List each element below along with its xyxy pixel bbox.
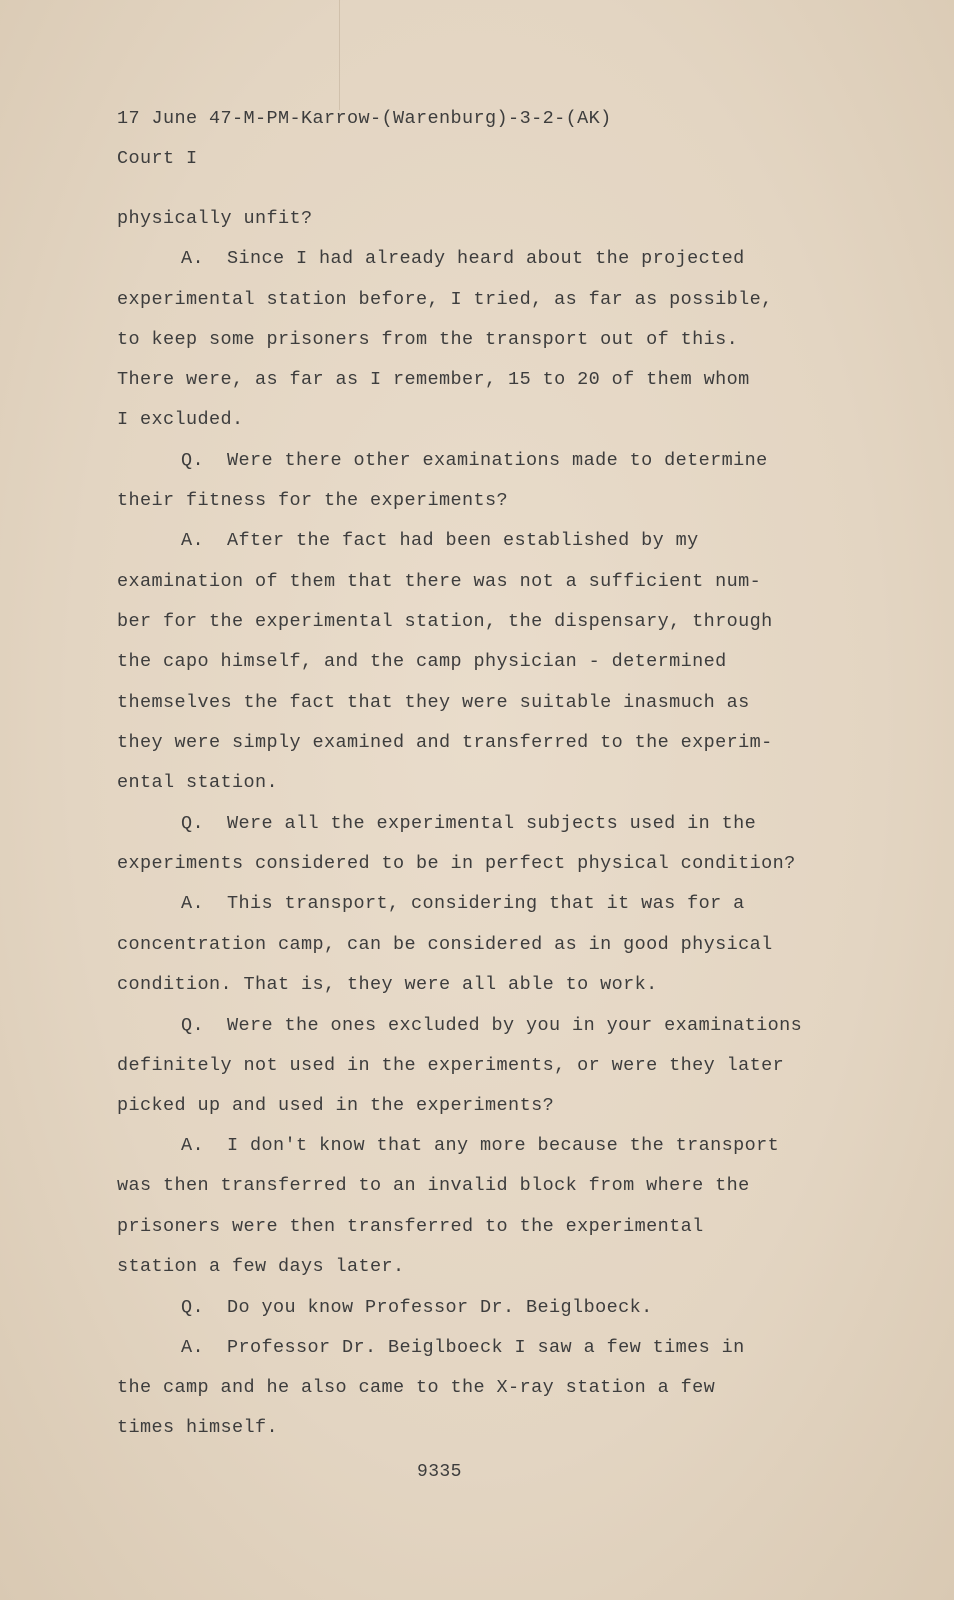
body-line: A. This transport, considering that it was for a — [181, 893, 745, 914]
body-line: physically unfit? — [117, 208, 313, 229]
body-line: There were, as far as I remember, 15 to 20 of them whom — [117, 369, 750, 390]
body-line: Q. Were all the experimental subjects used in the — [181, 813, 757, 834]
body-line: the capo himself, and the camp physician - determined — [117, 651, 727, 672]
body-line: A. After the fact had been established by my — [181, 530, 699, 551]
body-line: ber for the experimental station, the dispensary, through — [117, 611, 773, 632]
body-line: experimental station before, I tried, as far as possible, — [117, 289, 773, 310]
body-line: station a few days later. — [117, 1256, 405, 1277]
body-line: examination of them that there was not a sufficient num- — [117, 571, 762, 592]
body-line: Q. Were the ones excluded by you in your examinations — [181, 1015, 803, 1036]
body-line: A. Since I had already heard about the projected — [181, 248, 745, 269]
body-line: their fitness for the experiments? — [117, 490, 509, 511]
body-line: A. Professor Dr. Beiglboeck I saw a few times in — [181, 1337, 745, 1358]
body-line: picked up and used in the experiments? — [117, 1095, 555, 1116]
body-line: was then transferred to an invalid block from where the — [117, 1175, 750, 1196]
body-line: concentration camp, can be considered as in good physical — [117, 934, 773, 955]
body-line: definitely not used in the experiments, or were they later — [117, 1055, 785, 1076]
body-line: times himself. — [117, 1417, 279, 1438]
body-line: A. I don't know that any more because the transport — [181, 1135, 780, 1156]
body-line: to keep some prisoners from the transport out of this. — [117, 329, 739, 350]
body-line: ental station. — [117, 772, 279, 793]
body-line: Q. Were there other examinations made to determine — [181, 450, 768, 471]
body-line: experiments considered to be in perfect physical condition? — [117, 853, 796, 874]
body-line: condition. That is, they were all able to work. — [117, 974, 658, 995]
body-line: themselves the fact that they were suitable inasmuch as — [117, 692, 750, 713]
body-line: they were simply examined and transferred to the experim- — [117, 732, 773, 753]
body-line: prisoners were then transferred to the experimental — [117, 1216, 704, 1237]
page-number: 9335 — [417, 1462, 462, 1482]
body-line: the camp and he also came to the X-ray station a few — [117, 1377, 716, 1398]
header-line-1: 17 June 47-M-PM-Karrow-(Warenburg)-3-2-(AK) — [117, 108, 612, 129]
body-line: I excluded. — [117, 409, 244, 430]
body-line: Q. Do you know Professor Dr. Beiglboeck. — [181, 1297, 653, 1318]
paper-fold-mark — [339, 0, 340, 110]
header-line-2: Court I — [117, 148, 198, 169]
